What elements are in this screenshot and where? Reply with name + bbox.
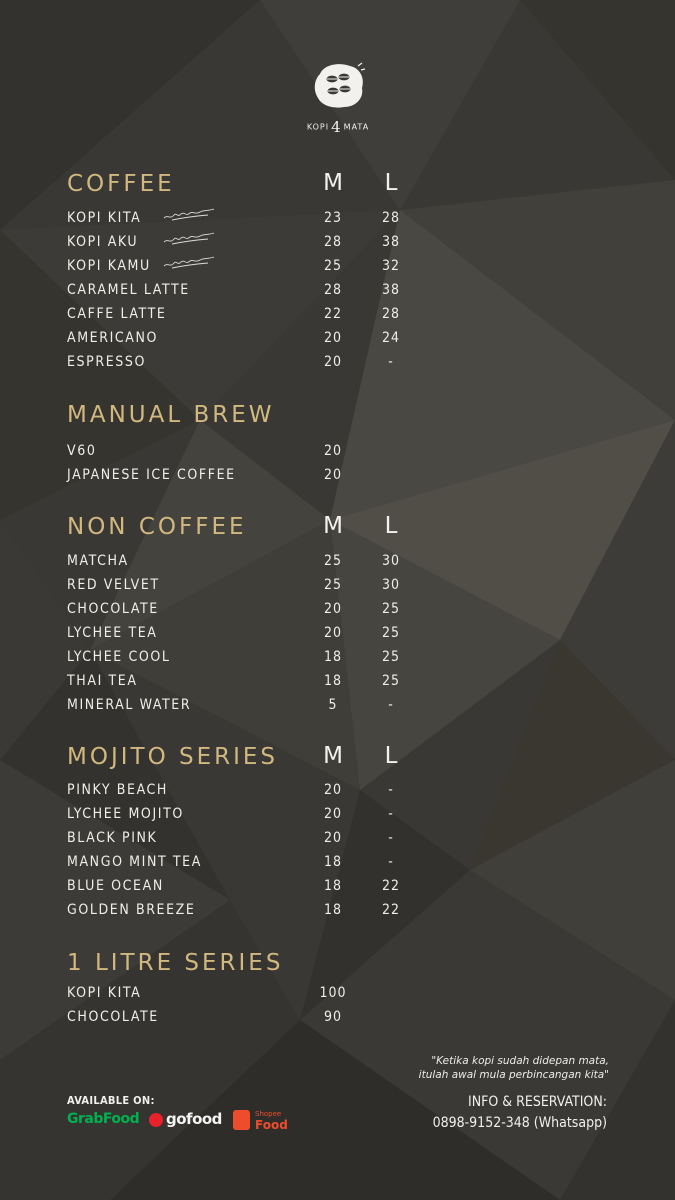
price-l: - (388, 697, 394, 713)
section-title: 1 LITRE SERIES (67, 950, 284, 976)
price-m: 22 (323, 306, 343, 322)
price-m: 28 (323, 234, 343, 250)
menu-item (0, 553, 675, 573)
price-l: 25 (381, 649, 401, 665)
shopee-bag-icon (233, 1110, 250, 1130)
menu-item (0, 697, 675, 717)
brand-name: KOPI 4 MATA (306, 118, 370, 136)
price-l: 38 (381, 234, 401, 250)
size-header-l: L (384, 743, 398, 769)
menu-item (0, 601, 675, 621)
item-name: PINKY BEACH (67, 782, 169, 798)
section-title: MOJITO SERIES (67, 744, 279, 770)
price-m: 25 (323, 577, 343, 593)
section-title: MANUAL BREW (67, 402, 275, 428)
item-name: KOPI AKU (67, 234, 139, 250)
price-m: 18 (323, 673, 343, 689)
price-m: 5 (328, 697, 338, 713)
menu-item (0, 210, 675, 230)
info-phone-number: 0898-9152-348 (Whatsapp) (432, 1115, 607, 1131)
price-l: - (388, 854, 394, 870)
item-name: MANGO MINT TEA (67, 854, 202, 870)
price-m: 20 (323, 806, 343, 822)
size-header-l: L (384, 170, 398, 196)
menu-item (0, 806, 675, 826)
price-m: 100 (319, 985, 347, 1001)
menu-item (0, 625, 675, 645)
item-name: LYCHEE TEA (67, 625, 158, 641)
price-m: 20 (323, 625, 343, 641)
menu-item (0, 878, 675, 898)
grabfood-logo: GrabFood (67, 1111, 140, 1127)
price-l: - (388, 830, 394, 846)
menu-item (0, 577, 675, 597)
gofood-icon (149, 1113, 163, 1127)
item-name: MATCHA (67, 553, 129, 569)
item-name: KOPI KAMU (67, 258, 151, 274)
signature-icon (162, 206, 216, 224)
menu-item (0, 330, 675, 350)
item-name: GOLDEN BREEZE (67, 902, 196, 918)
item-name: RED VELVET (67, 577, 160, 593)
price-m: 28 (323, 282, 343, 298)
item-name: CHOCOLATE (67, 601, 159, 617)
menu-item (0, 673, 675, 693)
item-name: KOPI KITA (67, 985, 142, 1001)
quote-line: "Ketika kopi sudah didepan mata, (431, 1055, 609, 1067)
item-name: LYCHEE COOL (67, 649, 171, 665)
price-m: 20 (323, 354, 343, 370)
price-l: 25 (381, 673, 401, 689)
size-header-m: M (323, 513, 343, 539)
price-m: 20 (323, 830, 343, 846)
price-l: 28 (381, 306, 401, 322)
price-l: 30 (381, 553, 401, 569)
price-m: 18 (323, 902, 343, 918)
item-name: ESPRESSO (67, 354, 146, 370)
menu-item (0, 354, 675, 374)
item-name: MINERAL WATER (67, 697, 192, 713)
menu-item (0, 1009, 675, 1029)
section-title: COFFEE (67, 171, 175, 197)
price-l: 28 (381, 210, 401, 226)
price-m: 20 (323, 467, 343, 483)
item-name: JAPANESE ICE COFFEE (67, 467, 236, 483)
menu-item (0, 830, 675, 850)
menu-item (0, 234, 675, 254)
tagline-quote (419, 1054, 609, 1082)
item-name: THAI TEA (67, 673, 138, 689)
price-l: - (388, 782, 394, 798)
size-header-m: M (323, 743, 343, 769)
section-title: NON COFFEE (67, 514, 247, 540)
shopeefood-logo-top: Shopee (255, 1110, 282, 1118)
shopeefood-logo-bottom: Food (255, 1118, 288, 1132)
item-name: LYCHEE MOJITO (67, 806, 184, 822)
item-name: CHOCOLATE (67, 1009, 159, 1025)
price-m: 18 (323, 878, 343, 894)
size-header-m: M (323, 170, 343, 196)
menu-item (0, 282, 675, 302)
size-header-l: L (384, 513, 398, 539)
price-l: - (388, 806, 394, 822)
signature-icon (162, 254, 216, 272)
item-name: CAFFE LATTE (67, 306, 167, 322)
gofood-logo: gofood (166, 1110, 222, 1128)
menu-item (0, 443, 675, 463)
price-l: 30 (381, 577, 401, 593)
menu-item (0, 306, 675, 326)
price-l: 38 (381, 282, 401, 298)
info-reservation-label: INFO & RESERVATION: (468, 1094, 607, 1110)
menu-item (0, 854, 675, 874)
price-m: 18 (323, 854, 343, 870)
item-name: BLUE OCEAN (67, 878, 164, 894)
brand-logo (298, 60, 378, 136)
quote-line: itulah awal mula perbincangan kita" (418, 1069, 609, 1081)
price-l: 22 (381, 878, 401, 894)
menu-item (0, 258, 675, 278)
item-name: KOPI KITA (67, 210, 142, 226)
menu-item (0, 467, 675, 487)
price-m: 25 (323, 553, 343, 569)
item-name: BLACK PINK (67, 830, 158, 846)
coffee-beans-logo-icon (310, 60, 366, 110)
price-m: 20 (323, 330, 343, 346)
price-m: 20 (323, 782, 343, 798)
signature-icon (162, 230, 216, 248)
price-l: 25 (381, 601, 401, 617)
price-m: 23 (323, 210, 343, 226)
price-m: 25 (323, 258, 343, 274)
price-l: 25 (381, 625, 401, 641)
menu-item (0, 902, 675, 922)
price-l: 22 (381, 902, 401, 918)
price-l: - (388, 354, 394, 370)
item-name: V60 (67, 443, 97, 459)
available-on-label: AVAILABLE ON: (67, 1094, 155, 1107)
price-m: 20 (323, 601, 343, 617)
price-l: 24 (381, 330, 401, 346)
price-l: 32 (381, 258, 401, 274)
menu-item (0, 985, 675, 1005)
price-m: 20 (323, 443, 343, 459)
item-name: AMERICANO (67, 330, 159, 346)
item-name: CARAMEL LATTE (67, 282, 190, 298)
price-m: 90 (323, 1009, 343, 1025)
price-m: 18 (323, 649, 343, 665)
menu-item (0, 782, 675, 802)
menu-item (0, 649, 675, 669)
